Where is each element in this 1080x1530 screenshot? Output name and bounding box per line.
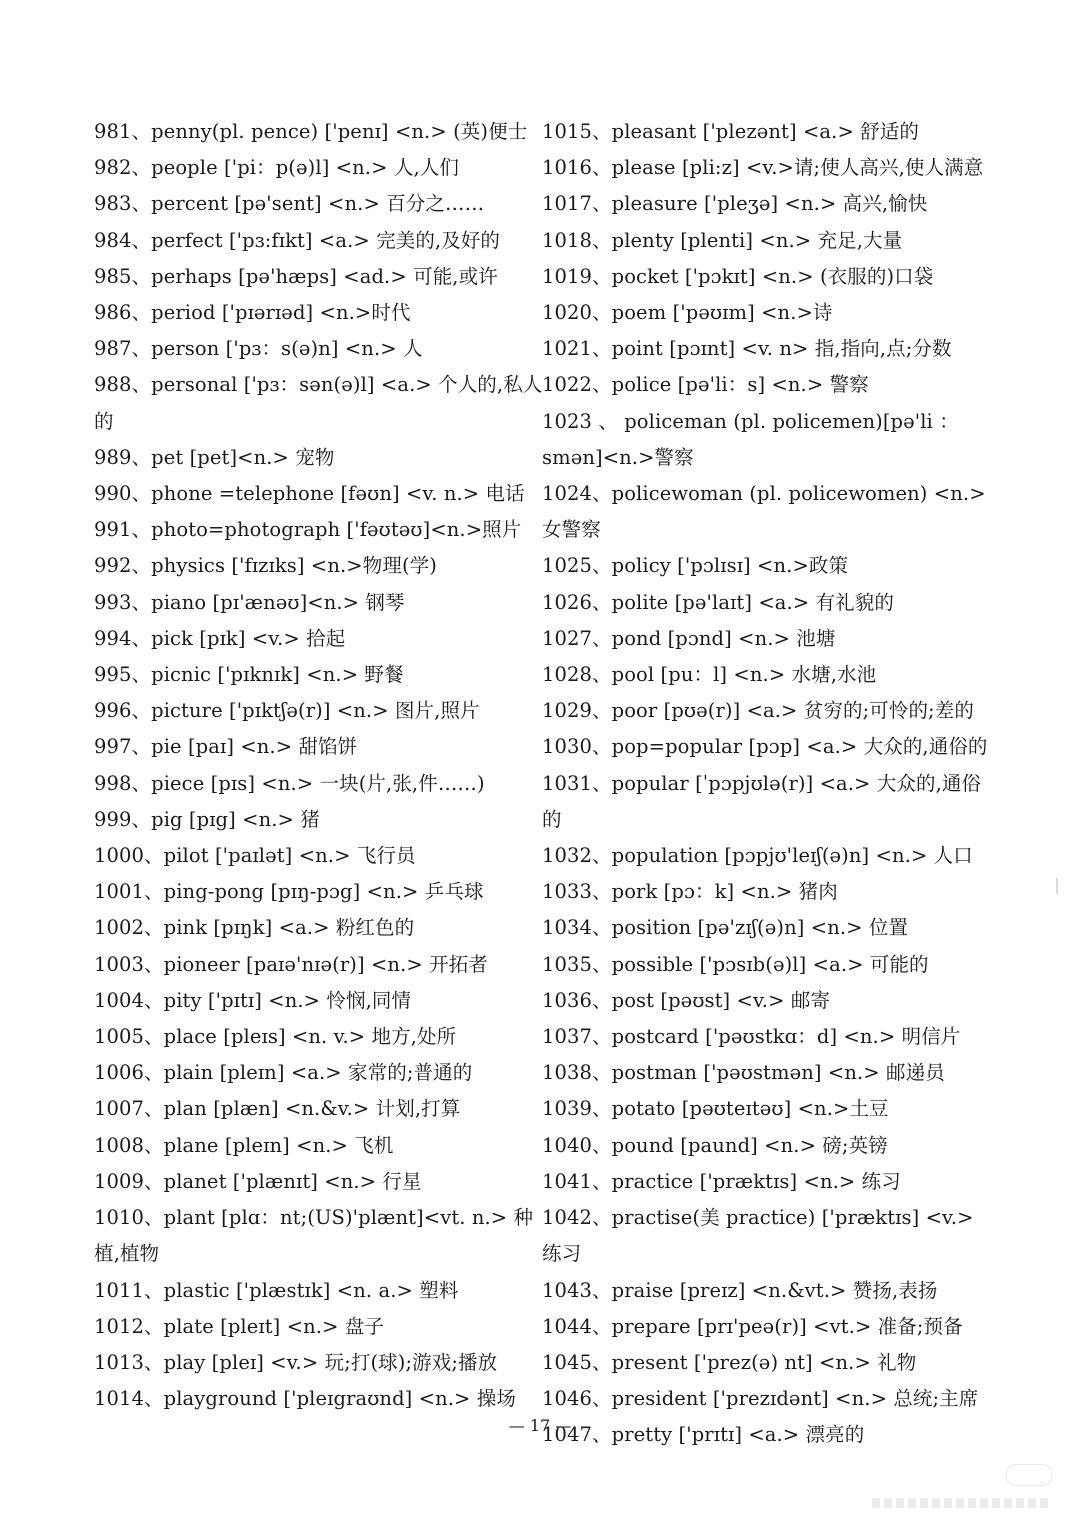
vocab-entry: 998、piece [pɪs] <n.> 一块(片,张,件……) — [94, 771, 485, 795]
vocab-entry: 989、pet [pet]<n.> 宠物 — [94, 445, 335, 469]
vocab-entry: 1000、pilot ['paɪlət] <n.> 飞行员 — [94, 844, 416, 868]
vocab-entry: 991、photo=photograph ['fəʊtəʊ]<n.>照片 — [94, 518, 522, 542]
vocab-entry: 1014、playground ['pleɪgraʊnd] <n.> 操场 — [94, 1387, 516, 1411]
vocab-entry: 1038、postman ['pəʊstmən] <n.> 邮递员 — [542, 1061, 945, 1085]
vocab-entry: 994、pick [pɪk] <v.> 拾起 — [94, 626, 346, 650]
vocab-entry: 993、piano [pɪ'ænəʊ]<n.> 钢琴 — [94, 590, 405, 614]
vocab-entry: 992、physics ['fɪzɪks] <n.>物理(学) — [94, 554, 437, 578]
vocab-entry: 982、people ['pi：p(ə)l] <n.> 人,人们 — [94, 156, 459, 180]
vocab-entry: 999、pig [pɪg] <n.> 猪 — [94, 807, 320, 831]
vocab-entry: 1026、polite [pə'laɪt] <a.> 有礼貌的 — [542, 590, 894, 614]
vocab-entry: 1047、pretty ['prɪtɪ] <a.> 漂亮的 — [542, 1423, 865, 1447]
vocab-entry: 1046、president ['prezɪdənt] <n.> 总统;主席 — [542, 1387, 979, 1411]
vocab-entry: 1032、population [pɔpjʊ'leɪʃ(ə)n] <n.> 人口 — [542, 844, 973, 868]
vocab-entry: 1037、postcard ['pəʊstkɑ：d] <n.> 明信片 — [542, 1025, 961, 1049]
vocab-entry: 1015、pleasant ['plezənt] <a.> 舒适的 — [542, 120, 919, 143]
vocab-entry: 1022、police [pə'li：s] <n.> 警察 — [542, 373, 869, 397]
vocab-entry: 1009、planet ['plænɪt] <n.> 行星 — [94, 1169, 422, 1193]
vocab-entry: 1004、pity ['pɪtɪ] <n.> 怜悯,同情 — [94, 988, 412, 1012]
watermark-logo — [1006, 1464, 1052, 1486]
vocab-entry: 988、personal ['pɜ：sən(ə)l] <a.> 个人的,私人的 — [94, 373, 543, 433]
vocab-entry: 990、phone =telephone [fəʊn] <v. n.> 电话 — [94, 482, 525, 506]
watermark — [852, 1464, 1052, 1514]
vocab-entry: 1035、possible ['pɔsɪb(ə)l] <a.> 可能的 — [542, 952, 929, 976]
vocab-entry: 987、person ['pɜ：s(ə)n] <n.> 人 — [94, 337, 423, 361]
vocab-entry: 1036、post [pəʊst] <v.> 邮寄 — [542, 988, 831, 1012]
vocabulary-column-left — [94, 114, 544, 1417]
vocab-entry: 984、perfect ['pɜ:fɪkt] <a.> 完美的,及好的 — [94, 228, 501, 252]
scan-edge-mark — [1056, 878, 1058, 894]
vocab-entry: 1018、plenty [plenti] <n.> 充足,大量 — [542, 228, 903, 252]
vocab-entry: 995、picnic ['pɪknɪk] <n.> 野餐 — [94, 663, 404, 687]
vocab-entry: 1020、poem ['pəʊɪm] <n.>诗 — [542, 301, 833, 325]
vocab-entry: 985、perhaps [pə'hæps] <ad.> 可能,或许 — [94, 264, 498, 288]
vocab-entry: 1012、plate [pleɪt] <n.> 盘子 — [94, 1314, 385, 1338]
vocab-entry: 1029、poor [pʊə(r)] <a.> 贫穷的;可怜的;差的 — [542, 699, 974, 723]
vocab-entry: 1016、please [pli:z] <v.>请;使人高兴,使人满意 — [542, 156, 984, 180]
vocab-entry: 1043、praise [preɪz] <n.&vt.> 赞扬,表扬 — [542, 1278, 938, 1302]
vocab-entry: 1017、pleasure ['pleʒə] <n.> 高兴,愉快 — [542, 192, 928, 216]
vocab-entry: 1045、present ['prez(ə) nt] <n.> 礼物 — [542, 1350, 917, 1374]
vocab-entry: 1007、plan [plæn] <n.&v.> 计划,打算 — [94, 1097, 461, 1121]
vocab-entry: 1002、pink [pɪŋk] <a.> 粉红色的 — [94, 916, 415, 940]
vocab-entry: 1001、ping-pong [pɪŋ-pɔg] <n.> 乒乓球 — [94, 880, 484, 904]
vocab-entry: 1003、pioneer [paɪə'nɪə(r)] <n.> 开拓者 — [94, 952, 488, 976]
vocab-entry: 983、percent [pə'sent] <n.> 百分之…… — [94, 192, 485, 216]
vocab-entry: 1044、prepare [prɪ'peə(r)] <vt.> 准备;预备 — [542, 1314, 963, 1338]
vocab-entry: 1039、potato [pəʊteɪtəʊ] <n.>土豆 — [542, 1097, 889, 1121]
vocab-entry: 1008、plane [pleɪn] <n.> 飞机 — [94, 1133, 394, 1157]
vocab-entry: 1027、pond [pɔnd] <n.> 池塘 — [542, 626, 836, 650]
vocab-entry: 1033、pork [pɔ：k] <n.> 猪肉 — [542, 880, 838, 904]
page-number: — 17 — — [508, 1416, 572, 1435]
vocab-entry: 1011、plastic ['plæstɪk] <n. a.> 塑料 — [94, 1278, 459, 1302]
vocab-entry: 986、period ['pɪərɪəd] <n.>时代 — [94, 301, 411, 325]
vocab-entry: 1040、pound [paund] <n.> 磅;英镑 — [542, 1133, 888, 1157]
vocab-entry: 1019、pocket ['pɔkɪt] <n.> (衣服的)口袋 — [542, 264, 934, 288]
vocabulary-column-right — [542, 114, 992, 1454]
vocab-entry: 1025、policy ['pɔlɪsɪ] <n.>政策 — [542, 554, 849, 578]
vocab-entry: 1006、plain [pleɪn] <a.> 家常的;普通的 — [94, 1061, 473, 1085]
vocab-entry: 1021、point [pɔɪnt] <v. n> 指,指向,点;分数 — [542, 337, 952, 361]
vocab-entry: 1024、policewoman (pl. policewomen) <n.> 女警察 — [542, 482, 986, 542]
vocab-entry: 1005、place [pleɪs] <n. v.> 地方,处所 — [94, 1025, 457, 1049]
vocab-entry: 1023 、 policeman (pl. policemen)[pə'li ：smən]<n.>警察 — [542, 409, 959, 469]
vocab-entry: 1013、play [pleɪ] <v.> 玩;打(球);游戏;播放 — [94, 1350, 498, 1374]
vocab-entry: 1042、practise(美 practice) ['præktɪs] <v.> 练习 — [542, 1206, 974, 1266]
vocab-entry: 996、picture ['pɪktʃə(r)] <n.> 图片,照片 — [94, 699, 480, 723]
vocab-entry: 1031、popular [ˈpɔpjʊlə(r)] <a.> 大众的,通俗的 — [542, 771, 982, 831]
vocab-entry: 997、pie [paɪ] <n.> 甜馅饼 — [94, 735, 358, 759]
watermark-text-line — [872, 1498, 1052, 1508]
vocab-entry: 1010、plant [plɑ：nt;(US)'plænt]<vt. n.> 种植,植物 — [94, 1206, 534, 1266]
vocab-entry: 981、penny(pl. pence) ['penɪ] <n.> (英)便士 — [94, 120, 528, 143]
vocab-entry: 1028、pool [pu：l] <n.> 水塘,水池 — [542, 663, 877, 687]
vocab-entry: 1030、pop=popular [pɔp] <a.> 大众的,通俗的 — [542, 735, 988, 759]
vocab-entry: 1034、position [pə'zɪʃ(ə)n] <n.> 位置 — [542, 916, 909, 940]
vocab-entry: 1041、practice ['præktɪs] <n.> 练习 — [542, 1169, 901, 1193]
